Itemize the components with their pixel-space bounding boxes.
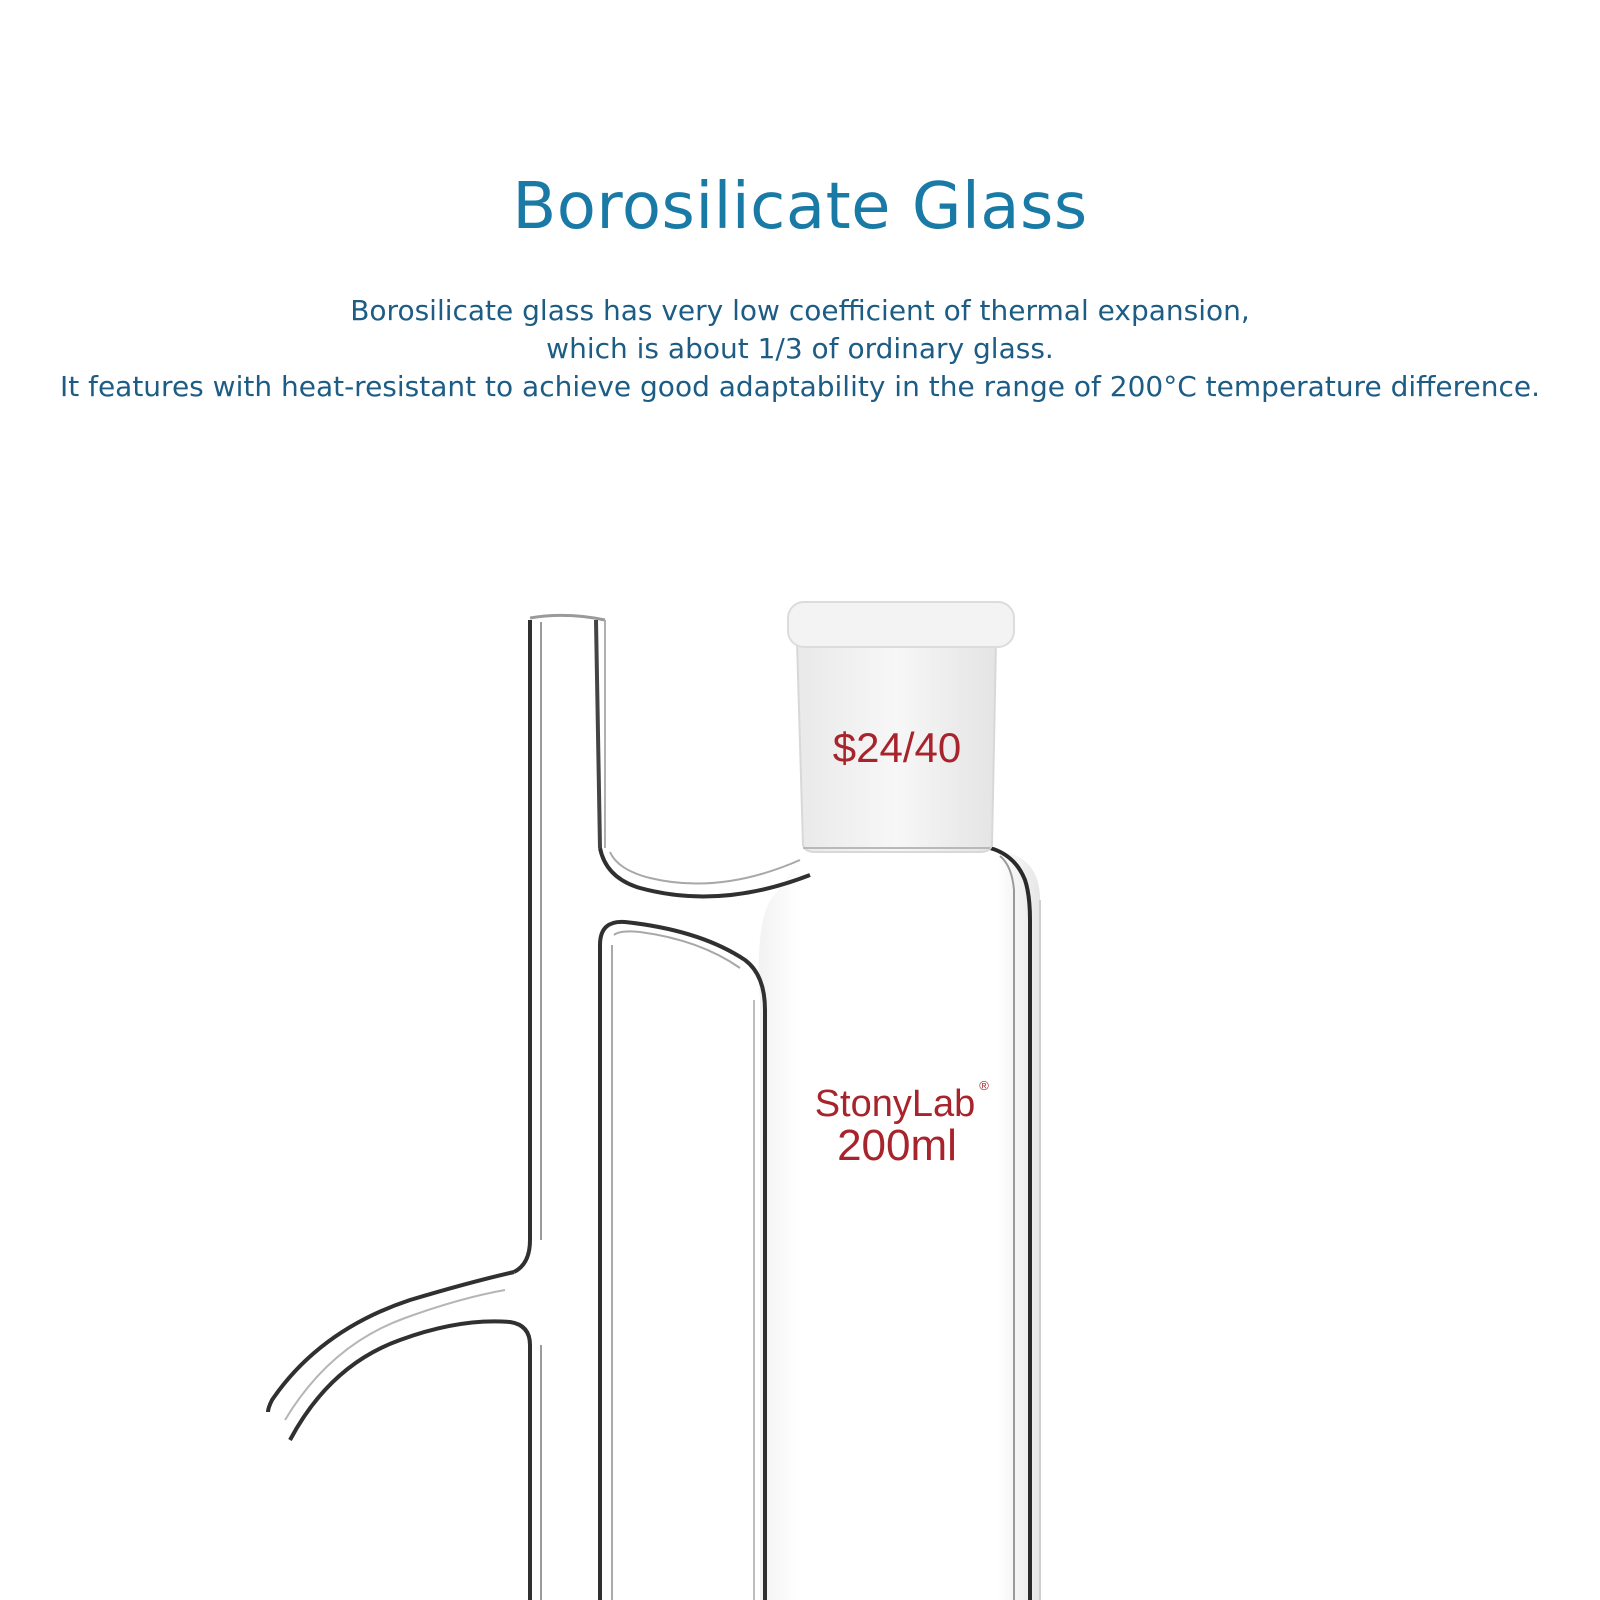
description-line-1: Borosilicate glass has very low coefficient of thermal expansion, (350, 294, 1250, 327)
side-tube (514, 615, 612, 1600)
bottle-body (759, 848, 1040, 1600)
joint-size-label: $24/40 (832, 724, 962, 771)
capacity-label: 200ml (837, 1121, 957, 1170)
brand-label: StonyLab (814, 1083, 976, 1125)
page-title: Borosilicate Glass (512, 170, 1088, 244)
registered-mark: ® (979, 1078, 989, 1093)
description-line-3: It features with heat-resistant to achieve good adaptability in the range of 200°C temperature difference. (59, 370, 1541, 403)
description-block (0, 292, 1600, 406)
description-line-2: which is about 1/3 of ordinary glass. (546, 332, 1054, 365)
glassware-illustration (0, 580, 1600, 1600)
lower-curved-arm (268, 1272, 530, 1440)
